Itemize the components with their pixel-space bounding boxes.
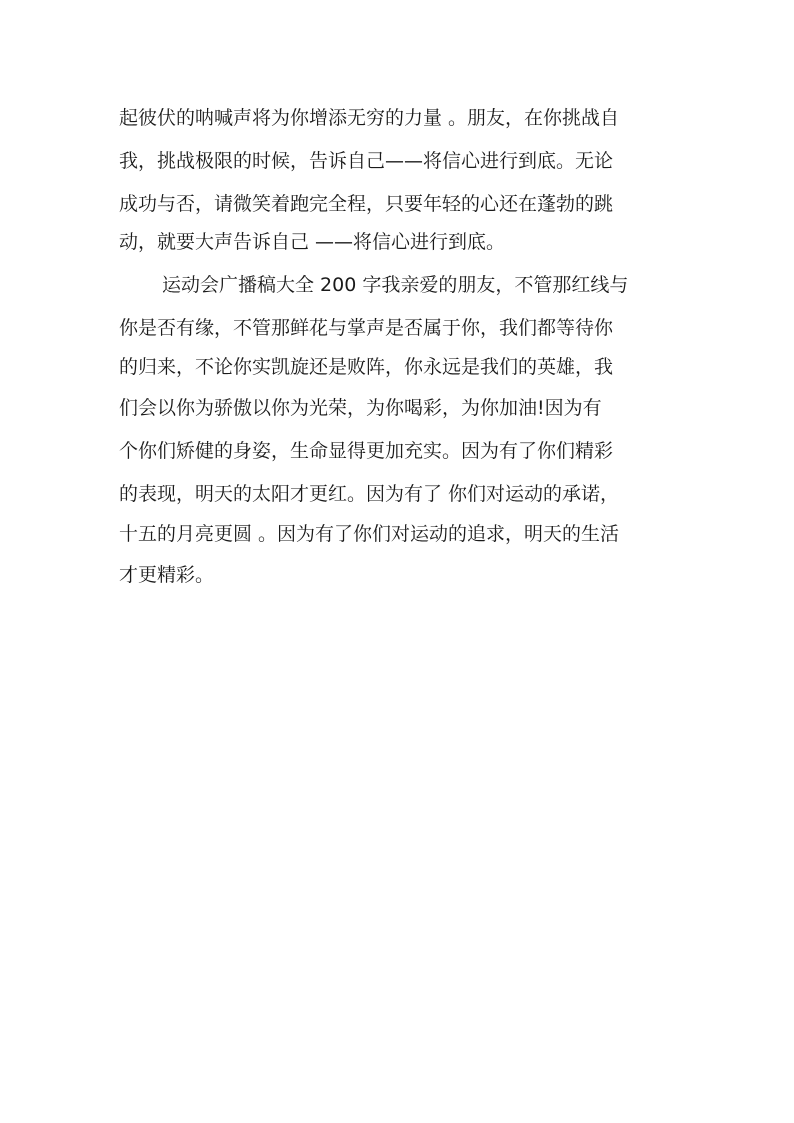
line-text: 起彼伏的呐喊声将为你增添无穷的力量 。朋友，在你挑战自 bbox=[119, 107, 620, 129]
paragraph-line bbox=[0, 313, 794, 343]
paragraph-line bbox=[0, 560, 794, 590]
paragraph-line bbox=[0, 352, 794, 382]
paragraph-line bbox=[0, 519, 794, 549]
line-text: 个你们矫健的身姿，生命显得更加充实。因为有了你们精彩 bbox=[119, 440, 614, 462]
paragraph-line bbox=[0, 227, 794, 257]
line-text: 动，就要大声告诉自己 ——将信心进行到底。 bbox=[119, 231, 506, 253]
line-text: 十五的月亮更圆 。因为有了你们对运动的追求，明天的生活 bbox=[119, 523, 620, 545]
line-text: 你是否有缘，不管那鲜花与掌声是否属于你，我们都等待你 bbox=[119, 317, 614, 339]
line-text: 的表现，明天的太阳才更红。因为有了 你们对运动的承诺， bbox=[119, 483, 620, 505]
line-text: 我，挑战极限的时候，告诉自己——将信心进行到底。无论 bbox=[119, 150, 614, 172]
line-text: 才更精彩。 bbox=[119, 564, 215, 586]
paragraph-line bbox=[0, 146, 794, 176]
paragraph-line bbox=[0, 270, 794, 300]
line-text: 运动会广播稿大全 200 字我亲爱的朋友，不管那红线与 bbox=[162, 274, 629, 296]
paragraph-line bbox=[0, 103, 794, 133]
line-text: 们会以你为骄傲以你为光荣，为你喝彩，为你加油!因为有 bbox=[119, 397, 602, 419]
line-text: 成功与否，请微笑着跑完全程，只要年轻的心还在蓬勃的跳 bbox=[119, 193, 614, 215]
paragraph-line bbox=[0, 393, 794, 423]
paragraph-line bbox=[0, 189, 794, 219]
paragraph-line bbox=[0, 479, 794, 509]
line-text: 的归来，不论你实凯旋还是败阵，你永远是我们的英雄，我 bbox=[119, 356, 614, 378]
paragraph-line bbox=[0, 436, 794, 466]
